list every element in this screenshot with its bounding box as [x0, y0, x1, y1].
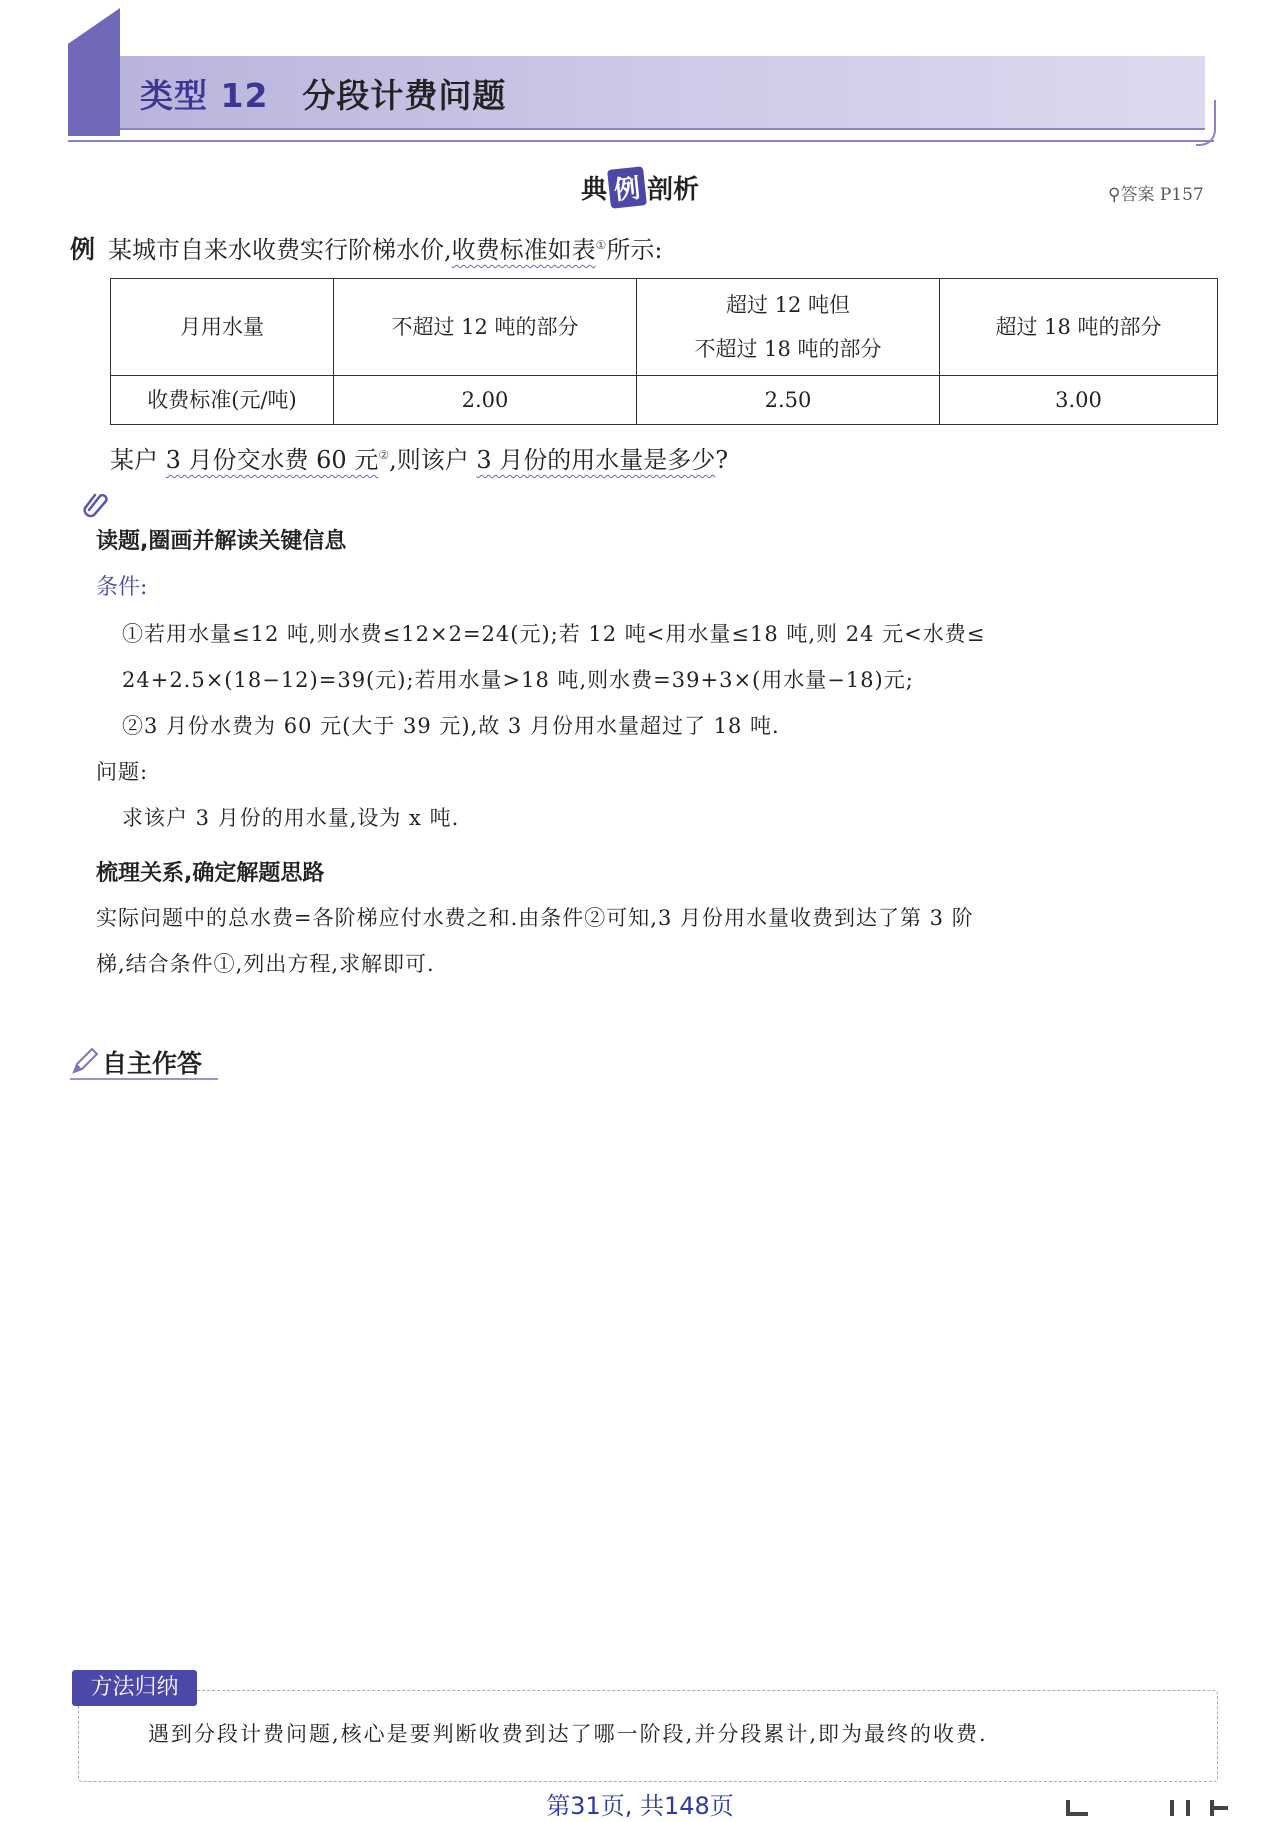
question-statement: 求该户 3 月份的用水量,设为 x 吨.	[122, 806, 460, 830]
question-key-phrase: 3 月份交水费 60 元	[165, 446, 379, 474]
table-header-row	[111, 279, 1218, 376]
example-text-part: 所示:	[606, 236, 663, 264]
header-tab-decoration	[68, 8, 120, 136]
table-header-cell	[637, 279, 940, 376]
section-heading-pre: 典	[580, 175, 607, 205]
table-header-line: 不超过 18 吨的部分	[694, 337, 882, 361]
page-title	[140, 70, 506, 117]
question-label: 问题:	[96, 760, 149, 784]
annotation-mark-1: ①	[595, 238, 607, 252]
example-label: 例	[70, 235, 96, 264]
scan-marks-decoration	[1060, 1798, 1240, 1818]
table-row	[111, 376, 1218, 425]
question-part: ,则该户	[389, 446, 477, 474]
pencil-icon	[70, 1046, 100, 1076]
question-text	[110, 440, 728, 475]
table-row-label: 收费标准(元/吨)	[111, 376, 334, 425]
question-key-phrase: 3 月份的用水量是多少	[476, 446, 716, 474]
magnifier-icon: ⚲	[1108, 185, 1121, 205]
self-answer-label: 自主作答	[102, 1049, 203, 1078]
analysis-heading: 梳理关系,确定解题思路	[96, 861, 325, 886]
reading-heading: 读题,圈画并解读关键信息	[96, 529, 347, 554]
annotation-mark-2: ②	[378, 448, 390, 462]
answer-reference	[1108, 180, 1204, 205]
example-text-part: 某城市自来水收费实行阶梯水价,	[108, 236, 452, 264]
condition-1-line-2: 24+2.5×(18−12)=39(元);若用水量>18 吨,则水费=39+3×(用水量−18)元;	[122, 668, 914, 692]
analysis-line-1: 实际问题中的总水费=各阶梯应付水费之和.由条件②可知,3 月份用水量收费到达了第 3 阶	[96, 906, 974, 930]
answer-reference-text: 答案 P157	[1120, 185, 1204, 205]
section-heading-post: 剖析	[647, 175, 700, 205]
rate-table	[110, 278, 1218, 425]
table-cell: 2.50	[637, 376, 940, 425]
section-heading-highlight: 例	[607, 166, 647, 209]
table-cell: 2.00	[334, 376, 637, 425]
paperclip-icon	[80, 488, 110, 518]
table-header-cell: 超过 18 吨的部分	[940, 279, 1218, 376]
header-underline	[68, 140, 1214, 142]
conditions-label: 条件:	[96, 575, 148, 600]
condition-2: ②3 月份水费为 60 元(大于 39 元),故 3 月份用水量超过了 18 吨.	[122, 714, 780, 738]
analysis-line-2: 梯,结合条件①,列出方程,求解即可.	[96, 952, 435, 976]
condition-1-line-1: ①若用水量≤12 吨,则水费≤12×2=24(元);若 12 吨<用水量≤18 吨,则 24 元<水费≤	[122, 622, 986, 646]
self-answer-underline	[70, 1078, 218, 1080]
page-number: 第31页, 共148页	[546, 1792, 734, 1820]
table-cell: 3.00	[940, 376, 1218, 425]
table-header-line: 超过 12 吨但	[725, 293, 851, 317]
question-part: ?	[715, 446, 729, 474]
example-key-phrase: 收费标准如表	[451, 236, 596, 264]
type-label: 类型 12	[140, 76, 269, 115]
section-heading	[0, 168, 1280, 207]
method-summary-text: 遇到分段计费问题,核心是要判断收费到达了哪一阶段,并分段累计,即为最终的收费.	[148, 1722, 988, 1746]
question-part: 某户	[110, 446, 166, 474]
topic-title: 分段计费问题	[302, 76, 507, 115]
method-summary-tag: 方法归纳	[72, 1670, 197, 1706]
table-header-cell: 不超过 12 吨的部分	[334, 279, 637, 376]
example-text	[108, 230, 663, 265]
table-header-cell: 月用水量	[111, 279, 334, 376]
